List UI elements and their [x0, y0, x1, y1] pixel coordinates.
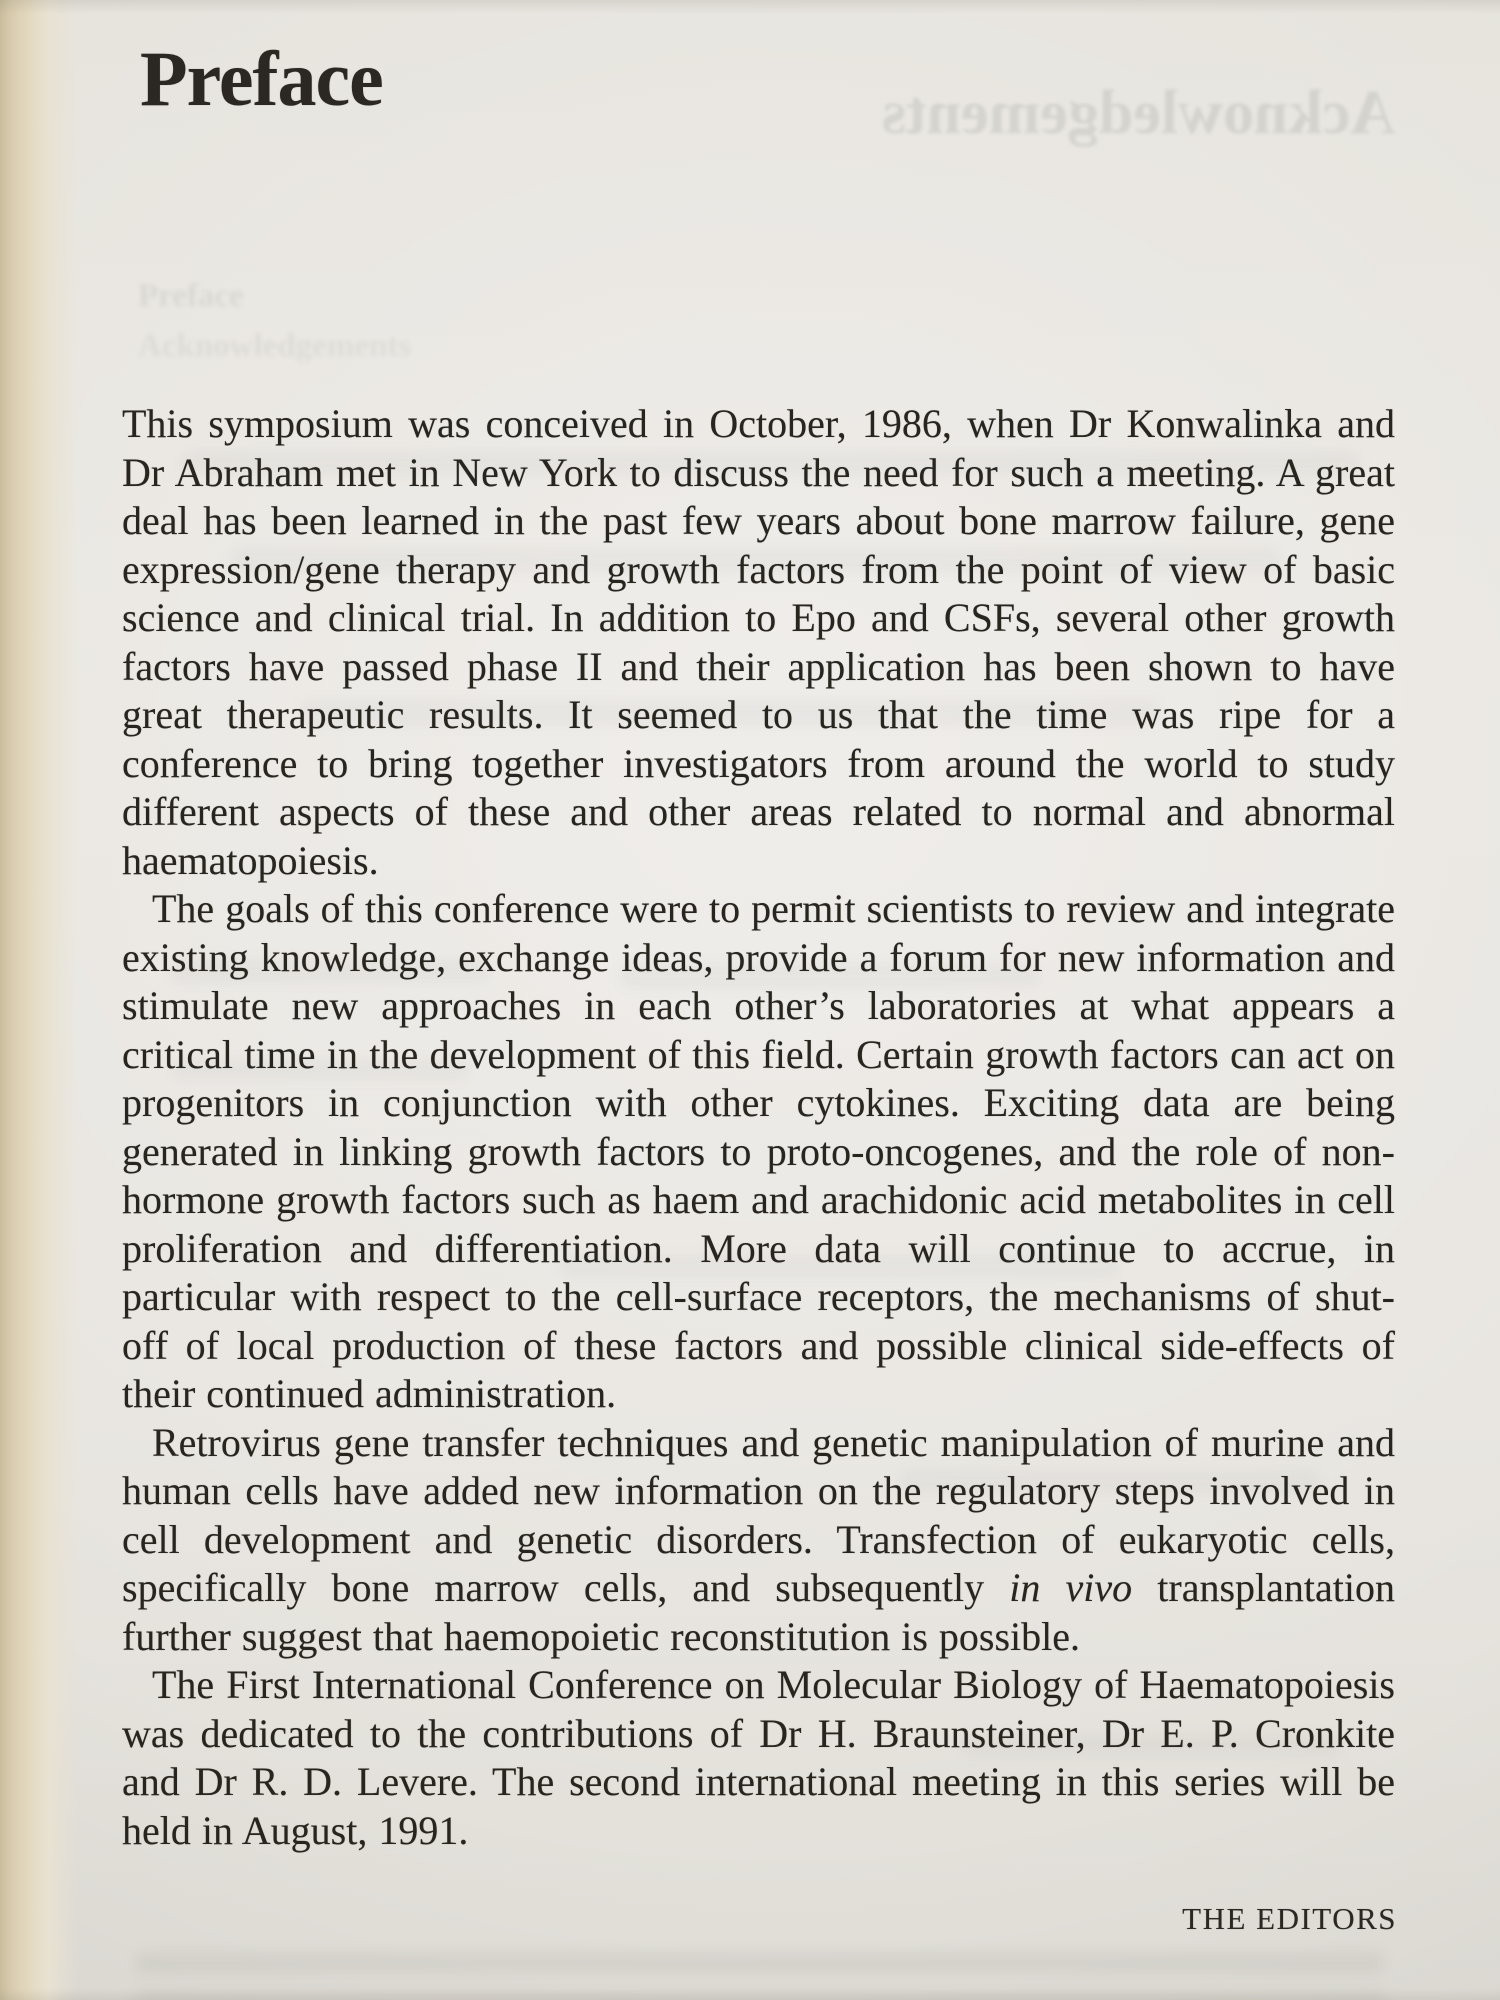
- preface-body: [122, 400, 1395, 1855]
- text-run: The First International Conference on Molecular Biology of Haematopoiesis was dedicated to the contributions of Dr H. Braunsteiner, Dr E. P. Cronkite and Dr R. D. Levere. The second international meeting in this series will be held in August, 1991.: [122, 1662, 1395, 1853]
- text-run: The goals of this conference were to permit scientists to review and integrate existing knowledge, exchange ideas, provide a forum for new information and stimulate new approaches in each other’s laboratories at what appears a critical time in the development of this field. Certain growth factors can act on progenitors in conjunction with other cytokines. Exciting data are being generated in linking growth factors to proto-oncogenes, and the role of non-hormone growth factors such as haem and arachidonic acid metabolites in cell proliferation and differentiation. More data will continue to accrue, in particular with respect to the cell-surface receptors, the mechanisms of shut-off of local production of these factors and possible clinical side-effects of their continued administration.: [122, 886, 1395, 1416]
- page-title: Preface: [140, 35, 383, 122]
- italic-run: in vivo: [1009, 1565, 1133, 1610]
- text-run: This symposium was conceived in October, 1986, when Dr Konwalinka and Dr Abraham met in New York to discuss the need for such a meeting. A great deal has been learned in the past few years about bone marrow failure, gene expression/gene therapy and growth factors from the point of view of basic science and clinical trial. In addition to Epo and CSFs, several other growth factors have passed phase II and their application has been shown to have great therapeutic results. It seemed to us that the time was ripe for a conference to bring together investigators from around the world to study different aspects of these and other areas related to normal and abnormal haematopoiesis.: [122, 401, 1395, 883]
- bleed-through-toc-preface: Preface: [138, 278, 244, 314]
- bleed-through-streak: [135, 1952, 1385, 1974]
- paragraph-3: [122, 1419, 1395, 1662]
- page-edge-strip: [0, 0, 78, 2000]
- text-run: transplantation further suggest that haemopoietic reconstitution is possible.: [122, 1565, 1395, 1659]
- paragraph-2: [122, 885, 1395, 1419]
- bleed-through-heading: Acknowledgements: [881, 79, 1395, 147]
- bleed-through-toc-acknowledgements: Acknowledgements: [138, 328, 412, 364]
- editors-signature: THE EDITORS: [1182, 1901, 1397, 1936]
- top-edge-shadow: [0, 0, 1500, 14]
- paragraph-1: [122, 400, 1395, 885]
- text-run: Retrovirus gene transfer techniques and genetic manipulation of murine and human cells have added new information on the regulatory steps involved in cell development and genetic disorders. Transfection of eukaryotic cells, specifically bone marrow cells, and subsequently: [122, 1419, 1395, 1610]
- paragraph-4: [122, 1661, 1395, 1855]
- bleed-through-streak: [135, 1990, 1385, 2000]
